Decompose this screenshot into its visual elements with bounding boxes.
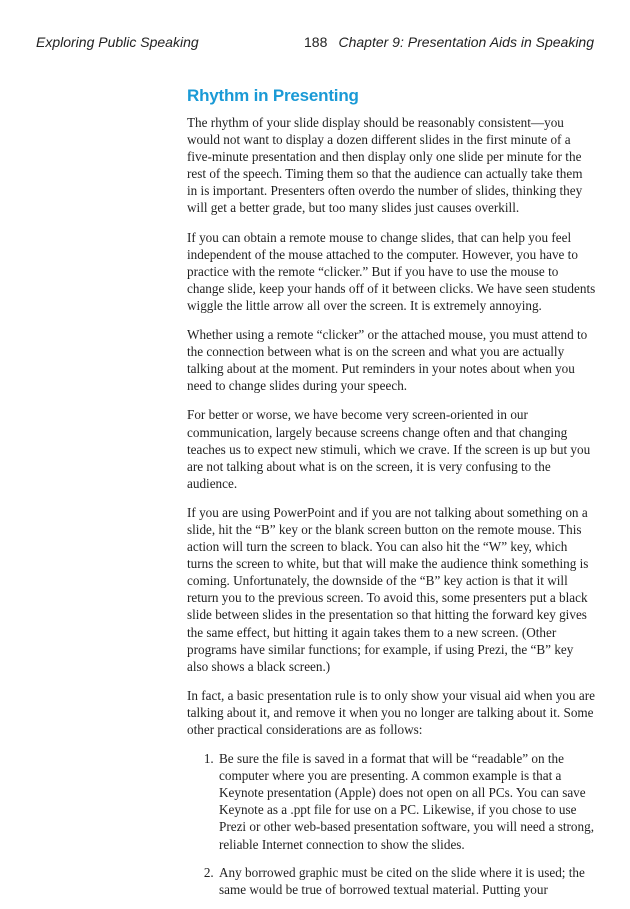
page-number: 188 [304, 34, 328, 50]
paragraph: If you can obtain a remote mouse to change slides, that can help you feel independent of the mouse attached to the computer. However, you have to practice with the remote “clicker.” But if you have to use the mouse to change slide, keep your hands off of it between clicks. We have seen students wiggle the little arrow all over the screen. It is extremely annoying. [187, 229, 596, 313]
considerations-list [187, 750, 596, 898]
paragraph: For better or worse, we have become very screen-oriented in our communication, largely because screens change often and that changing teaches us to expect new stimuli, which we crave. If the screen is up but you are not talking about what is on the screen, it is very confusing to the audience. [187, 407, 591, 491]
paragraph: The rhythm of your slide display should be reasonably consistent—you would not want to display a dozen different slides in the first minute of a five-minute presentation and then display only one slide per minute for the rest of the speech. Timing them so that the audience can actually take them in is important. Presenters often overdo the number of slides, thinking they will get a better grade, but too many slides just causes overkill. [187, 115, 583, 216]
paragraph: Whether using a remote “clicker” or the attached mouse, you must attend to the connection between what is on the screen and what you are actually talking about at the moment. Put reminders in your notes about when you need to change slides during your speech. [187, 327, 588, 394]
paragraph: In fact, a basic presentation rule is to only show your visual aid when you are talking about it, and remove it when you no longer are talking about it. Some other practical considerations are as follows: [187, 687, 595, 737]
list-item: 1. Be sure the file is saved in a format that will be “readable” on the computer where you are presenting. A common example is that a Keynote presentation (Apple) does not open on all PCs. You can save Keynote as a .ppt file for use on a PC. Likewise, if you chose to use Prezi or other web-based presentation software, you will need a strong, reliable Internet connection to show the slides. [217, 750, 596, 853]
page-header [36, 34, 594, 54]
paragraph: If you are using PowerPoint and if you are not talking about something on a slide, hit the “B” key or the blank screen button on the remote mouse. This action will turn the screen to black. You can also hit the “W” key, which turns the screen to white, but that will make the audience think something is coming. Unfortunately, the downside of the “B” key action is that it will return you to the previous screen. To avoid this, some presenters put a black slide between slides in the presentation so that hitting the forward key gives the same effect, but hitting it again takes them to a new screen. (Other programs have similar functions; for example, if using Prezi, the “B” key also shows a black screen.) [187, 504, 589, 674]
book-title: Exploring Public Speaking [36, 34, 199, 50]
list-item: 2. Any borrowed graphic must be cited on the slide where it is used; the same would be true of borrowed textual material. Putting your [217, 864, 596, 898]
main-content [187, 86, 596, 909]
section-heading: Rhythm in Presenting [187, 86, 359, 105]
chapter-title: Chapter 9: Presentation Aids in Speaking [338, 34, 594, 50]
